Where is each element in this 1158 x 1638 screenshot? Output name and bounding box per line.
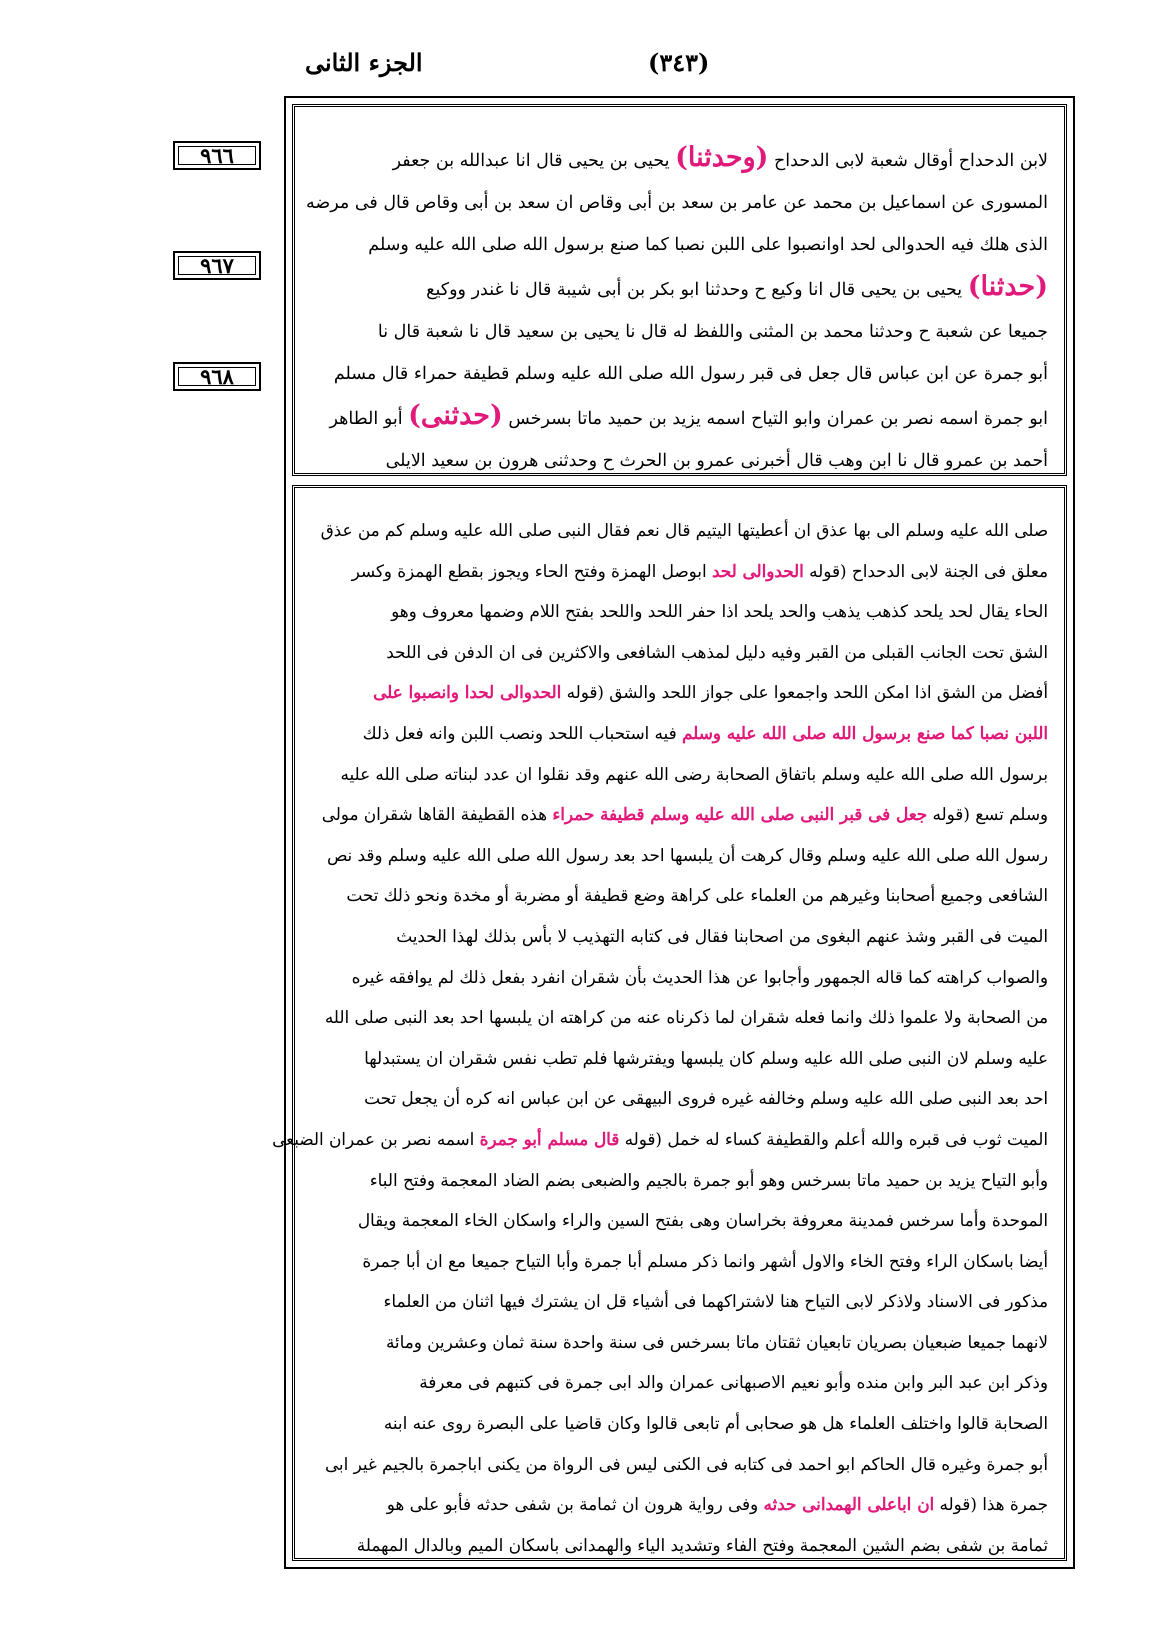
commentary-line [311, 510, 1048, 551]
text-segment: والصواب كراهته كما قاله الجمهور وأجابوا عن هذا الحديث بأن شقران انفرد بفعل ذلك لم يوافقه غيره [351, 966, 1048, 987]
text-segment: اسمه نصر بن عمران الضبعى [272, 1128, 480, 1149]
text-segment: الصحابة قالوا واختلف العلماء هل هو صحابى أم تابعى قالوا وكان قاضيا على البصرة روى عنه ابنه [383, 1413, 1048, 1434]
text-segment: الذى هلك فيه الحدوالى لحد اوانصبوا على اللبن نصبا كما صنع برسول الله صلى الله عليه وسلم [368, 235, 1048, 255]
commentary-line [272, 1119, 1048, 1160]
hadith-line [311, 311, 1048, 353]
text-segment: احد بعد النبى صلى الله عليه وسلم وخالفه غيره فروى البيهقى عن ابن عباس انه كره أن يجعل تحت [364, 1088, 1048, 1109]
text-segment: صلى الله عليه وسلم الى بها عذق ان أعطيتها اليتيم قال نعم فقال النبى صلى الله عليه وسلم كم من عذق [320, 520, 1048, 540]
commentary-line [311, 1038, 1048, 1079]
text-segment: الميت فى القبر وشذ عنهم البغوى من اصحابنا فقال فى كتابه التهذيب لا بأس بذلك لهذا الحديث [396, 925, 1048, 946]
highlighted-lemma: اللبن نصبا كما صنع برسول الله صلى الله عليه وسلم [681, 722, 1048, 743]
hadith-line [311, 266, 1048, 311]
text-segment: يحيى بن يحيى قال انا عبدالله بن جعفر [392, 151, 676, 171]
text-segment: الموحدة وأما سرخس فمدينة معروفة بخراسان وهى بفتح السين والراء واسكان الخاء المعجمة ويقال [357, 1210, 1048, 1231]
highlighted-lemma: الحدوالى لحدا وانصبوا على [373, 682, 562, 703]
commentary-line [311, 1525, 1048, 1566]
hadith-number-badge: ٩٦٦ [173, 141, 261, 170]
hadith-line [311, 440, 1048, 482]
text-segment: ابوصل الهمزة وفتح الحاء ويجوز بقطع الهمزة وكسر [351, 560, 712, 581]
text-segment: جمرة هذا (قوله [934, 1494, 1048, 1515]
commentary-line [311, 1362, 1048, 1403]
text-segment: لابن الدحداح أوقال شعبة لابى الدحداح [768, 151, 1048, 171]
commentary-line [311, 591, 1048, 632]
text-segment: معلق فى الجنة لابى الدحداح (قوله [803, 560, 1048, 581]
page-number: (٣٤٣) [648, 48, 710, 77]
text-segment: الحاء يقال لحد يلحد كذهب يذهب والحد يلحد اذا حفر اللحد واللحد بفتح اللام وضمها معروف وهو [391, 601, 1048, 622]
commentary-line [311, 632, 1048, 673]
highlighted-lemma: الحدوالى لحد [711, 560, 804, 581]
page-frame [272, 96, 1075, 1569]
text-segment: لانهما جميعا ضبعيان بصريان تابعيان ثقتان ماتا بسرخس فى سنة واحدة سنة ثمان وعشرين ومائة [385, 1331, 1048, 1352]
hadith-text [305, 137, 1048, 482]
commentary-line [311, 754, 1048, 795]
text-segment: الشق تحت الجانب القبلى من القبر وفيه دليل لمذهب الشافعى والاكثرين فى ان الدفن فى اللحد [386, 641, 1048, 662]
commentary-line [311, 1160, 1048, 1201]
text-segment: أبو الطاهر [329, 409, 409, 429]
text-segment: وسلم تسع (قوله [927, 804, 1048, 825]
text-segment: وذكر ابن عبد البر وابن منده وأبو نعيم الاصبهانى عمران والد ابى جمرة فى كتبهم فى معرفة [419, 1372, 1048, 1393]
commentary-line [311, 1078, 1048, 1119]
text-segment: فيه استحباب اللحد ونصب اللبن وانه فعل ذلك [362, 722, 682, 743]
text-segment: الميت ثوب فى قبره والله أعلم والقطيفة كساء له خمل (قوله [619, 1128, 1048, 1149]
text-segment: عليه وسلم لان النبى صلى الله عليه وسلم كان يلبسها ويفترشها فلم تطب نفس شقران ان يستبدلها [364, 1047, 1048, 1068]
text-segment: هذه القطيفة القاها شقران مولى [321, 804, 553, 825]
text-segment: ابو جمرة اسمه نصر بن عمران وابو التياح اسمه يزيد بن حميد ماتا بسرخس [502, 409, 1048, 429]
highlighted-lemma: قال مسلم أبو جمرة [479, 1128, 620, 1149]
highlighted-lemma: ان اباعلى الهمدانى حدثه [763, 1494, 935, 1515]
commentary-line [311, 916, 1048, 957]
running-title: الجزء الثانى [305, 48, 423, 77]
highlighted-lemma: جعل فى قبر النبى صلى الله عليه وسلم قطيفة حمراء [552, 804, 928, 825]
hadith-line [311, 353, 1048, 395]
commentary-line [311, 957, 1048, 998]
hadith-text-box [292, 104, 1067, 476]
text-segment: يحيى بن يحيى قال انا وكيع ح وحدثنا ابو بكر بن أبى شيبة قال نا غندر ووكيع [426, 280, 968, 300]
commentary-line [311, 1281, 1048, 1322]
rubric-heading: (وحدثنا) [675, 142, 769, 173]
commentary-line [311, 794, 1048, 835]
commentary-line [311, 1241, 1048, 1282]
commentary-line [311, 713, 1048, 754]
commentary-line [311, 551, 1048, 592]
rubric-heading: (حدثنا) [967, 271, 1048, 302]
text-segment: أيضا باسكان الراء وفتح الخاء والاول أشهر وانما ذكر مسلم أبا جمرة وأبا التياح جميعا مع ان أبا جمرة [362, 1250, 1048, 1271]
commentary-box [272, 485, 1067, 1561]
text-segment: أحمد بن عمرو قال نا ابن وهب قال أخبرنى عمرو بن الحرث ح وحدثنى هرون بن سعيد الايلى [385, 451, 1048, 471]
commentary-line [311, 997, 1048, 1038]
text-segment: جميعا عن شعبة ح وحدثنا محمد بن المثنى واللفظ له قال نا يحيى بن سعيد قال نا شعبة قال نا [377, 322, 1048, 342]
commentary-line [311, 1322, 1048, 1363]
text-segment: رسول الله صلى الله عليه وسلم وقال كرهت أن يلبسها احد بعد رسول الله صلى الله عليه وسلم وقد نص [326, 844, 1048, 865]
text-segment: أبو جمرة وغيره قال الحاكم ابو احمد فى كتابه فى الكنى ليس فى الرواة من يكنى اباجمرة بالجيم غير ابى [324, 1453, 1048, 1474]
text-segment: الشافعى وجميع أصحابنا وغيرهم من العلماء على كراهة وضع قطيفة أو مضربة أو مخدة ونحو ذلك تحت [346, 885, 1048, 906]
text-segment: المسورى عن اسماعيل بن محمد عن عامر بن سعد بن أبى وقاص ان سعد بن أبى وقاص قال فى مرضه [305, 193, 1048, 213]
text-segment: من الصحابة ولا علموا ذلك وانما فعله شقران لما ذكرناه عنه من كراهته ان يلبسها احد بعد النبى صلى الله [324, 1007, 1048, 1028]
hadith-number-badge: ٩٦٧ [173, 251, 261, 280]
text-segment: وفى رواية هرون ان ثمامة بن شفى حدثه فأبو على هو [386, 1494, 764, 1515]
text-segment: أبو جمرة عن ابن عباس قال جعل فى قبر رسول الله صلى الله عليه وسلم قطيفة حمراء قال مسلم [333, 364, 1048, 384]
commentary-line [311, 1403, 1048, 1444]
commentary-line [311, 835, 1048, 876]
text-segment: ثمامة بن شفى بضم الشين المعجمة وفتح الفاء وتشديد الياء والهمدانى باسكان الميم وبالدال المهملة [356, 1534, 1048, 1555]
text-segment: أفضل من الشق اذا امكن اللحد واجمعوا على جواز اللحد والشق (قوله [561, 682, 1048, 703]
text-segment: برسول الله صلى الله عليه وسلم باتفاق الصحابة رضى الله عنهم وقد نقلوا ان عدد لبناته صلى الله عليه [340, 763, 1048, 784]
hadith-number-badge: ٩٦٨ [173, 362, 261, 391]
hadith-line [311, 224, 1048, 266]
commentary-text [272, 510, 1048, 1565]
rubric-heading: (حدثنى) [408, 400, 503, 431]
commentary-line [311, 875, 1048, 916]
hadith-line [311, 137, 1048, 182]
commentary-line [311, 1484, 1048, 1525]
commentary-line [311, 1444, 1048, 1485]
text-segment: مذكور فى الاسناد ولاذكر لابى التياح هنا لاشتراكهما فى أشياء قل ان يشترك فيها اثنان من العلماء [383, 1291, 1048, 1312]
hadith-line [311, 395, 1048, 440]
hadith-line [305, 182, 1048, 224]
text-segment: وأبو التياح يزيد بن حميد ماتا بسرخس وهو أبو جمرة بالجيم والضبعى بضم الضاد المعجمة وفتح الباء [369, 1169, 1048, 1190]
commentary-line [311, 672, 1048, 713]
commentary-line [311, 1200, 1048, 1241]
